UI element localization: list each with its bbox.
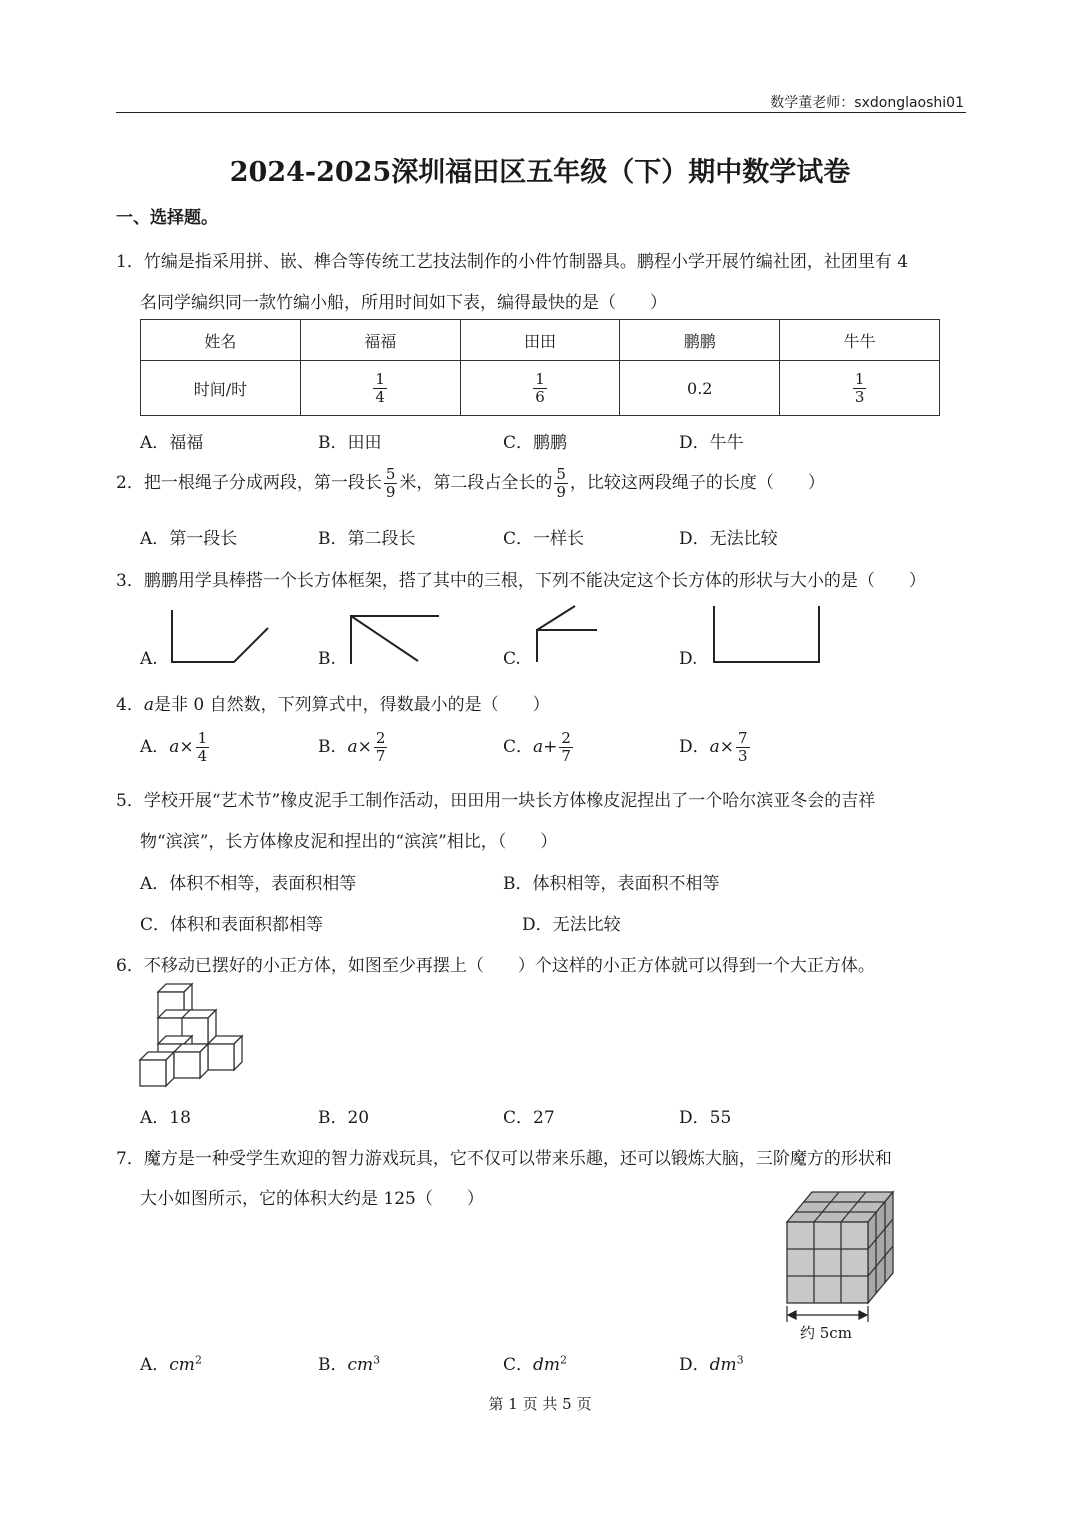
q2-option-d: D．无法比较 [679,529,778,549]
q1-option-b: B．田田 [318,433,382,453]
header-note: 数学董老师：sxdonglaoshi01 [770,95,964,111]
q3-option-a: A. [140,649,158,669]
q5-option-b: B．体积相等，表面积不相等 [503,874,720,894]
table-cell: 0.2 [620,361,780,416]
q5-option-a: A．体积不相等，表面积相等 [140,874,357,894]
q6-option-a: A．18 [140,1108,191,1128]
table-cell: $\frac{1}{4}$ [300,361,460,416]
q2-option-b: B．第二段长 [318,529,416,549]
q7-option-d: D．$dm^3$ [679,1353,744,1375]
q2-fraction-2: $\frac{5}{9}$ [556,465,566,501]
q7-cube-label: 约 5cm [800,1324,852,1342]
q5-line1: 5．学校开展“艺术节”橡皮泥手工制作活动，田田用一块长方体橡皮泥捏出了一个哈尔滨亚冬会的吉祥 [116,791,876,811]
table-row-label: 时间/时 [141,361,301,416]
q6-option-c: C．27 [503,1108,555,1128]
q5-option-d: D．无法比较 [522,915,621,935]
q3-text: 3．鹏鹏用学具棒搭一个长方体框架，搭了其中的三根，下列不能决定这个长方体的形状与大小的是（ ） [116,571,926,591]
q4-option-c: C．a+ $\frac{2}{7}$ [503,729,571,765]
q7-line2: 大小如图所示，它的体积大约是 125（ ） [140,1189,484,1209]
q7-option-c: C．$dm^2$ [503,1353,568,1375]
q2-option-c: C．一样长 [503,529,585,549]
q5-line2: 物“滨滨”，长方体橡皮泥和捏出的“滨滨”相比，（ ） [140,832,558,852]
table-header-cell: 福福 [300,320,460,361]
page-title: 2024-2025深圳福田区五年级（下）期中数学试卷 [229,157,851,188]
q1-option-c: C．鹏鹏 [503,433,568,453]
q4-option-a: A．a× $\frac{1}{4}$ [140,729,208,765]
section-heading: 一、选择题。 [116,208,218,228]
table-header-cell: 鹏鹏 [620,320,780,361]
table-header-cell: 牛牛 [780,320,940,361]
q1-option-d: D．牛牛 [679,433,744,453]
table-cell: $\frac{1}{6}$ [460,361,620,416]
q7-option-b: B．$cm^3$ [318,1353,381,1375]
table-cell: $\frac{1}{3}$ [780,361,940,416]
q2-option-a: A．第一段长 [140,529,238,549]
q2-text: 2．把一根绳子分成两段，第一段长 $\frac{5}{9}$ 米，第二段占全长的 $\frac{5}{9}$ ，比较这两段绳子的长度（ ） [116,465,825,501]
q7-line1: 7．魔方是一种受学生欢迎的智力游戏玩具，它不仅可以带来乐趣，还可以锻炼大脑，三阶魔方的形状和 [116,1149,892,1169]
q1-line1: 1．竹编是指采用拼、嵌、榫合等传统工艺技法制作的小件竹制器具。鹏程小学开展竹编社团，社团里有 4 [116,252,909,272]
q6-text: 6．不移动已摆好的小正方体，如图至少再摆上（ ）个这样的小正方体就可以得到一个大正方体。 [116,956,875,976]
q1-option-a: A．福福 [140,433,204,453]
q5-option-c: C．体积和表面积都相等 [140,915,324,935]
q3-option-d: D. [679,649,698,669]
q2-fraction-1: $\frac{5}{9}$ [385,465,396,501]
table-header-cell: 姓名 [141,320,301,361]
q1-line2: 名同学编织同一款竹编小船，所用时间如下表，编得最快的是（ ） [140,293,667,313]
q3-option-c: C. [503,649,521,669]
page-footer: 第 1 页 共 5 页 [488,1395,592,1413]
q7-option-a: A．$cm^2$ [140,1353,202,1375]
q3-option-b: B. [318,649,336,669]
q6-option-d: D．55 [679,1108,732,1128]
q4-text: 4．a是非 0 自然数，下列算式中，得数最小的是（ ） [116,695,550,715]
q6-option-b: B．20 [318,1108,370,1128]
table-header-cell: 田田 [460,320,620,361]
q4-option-d: D．a× $\frac{7}{3}$ [679,729,748,765]
q4-option-b: B．a× $\frac{2}{7}$ [318,729,386,765]
